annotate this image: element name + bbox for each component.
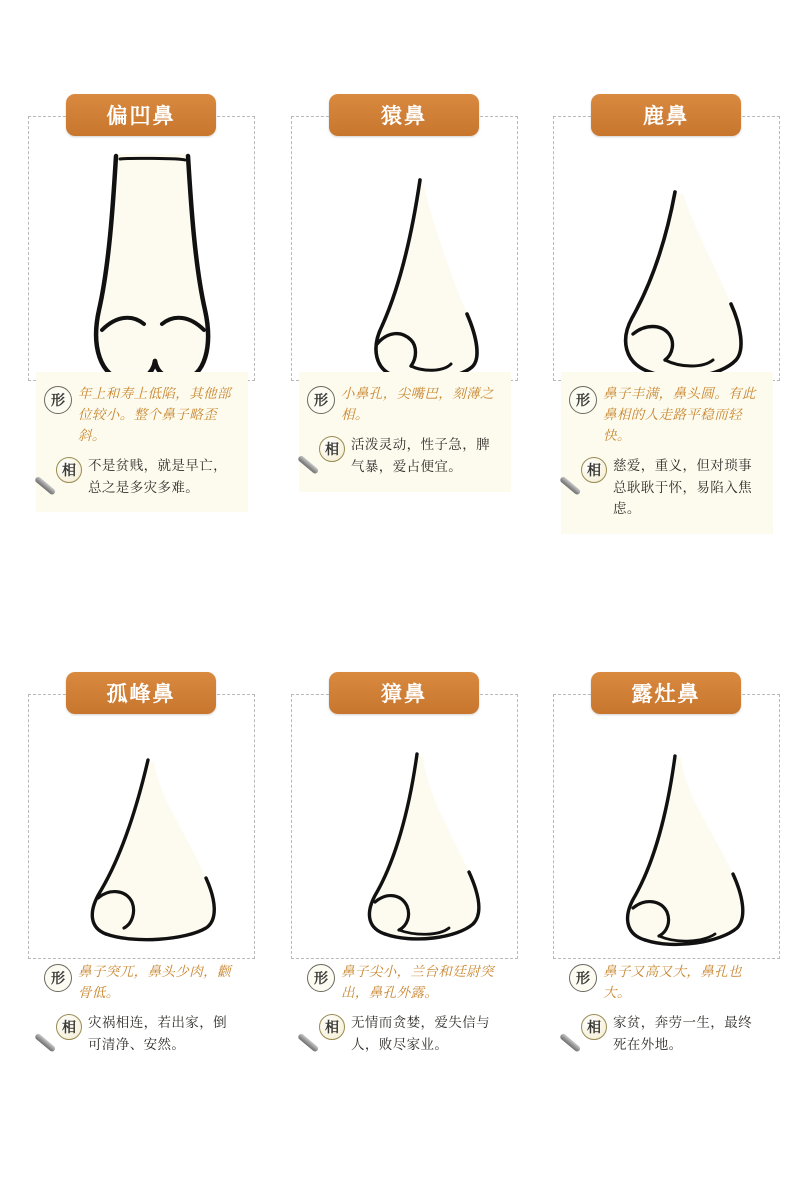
card-info-panel [561, 950, 773, 1070]
xiang-row [307, 1012, 501, 1056]
xiang-badge: 相 [319, 436, 345, 462]
xiang-badge: 相 [581, 1014, 607, 1040]
xiang-badge: 相 [56, 457, 82, 483]
xing-row [44, 384, 238, 447]
magnifier-handle-icon [297, 455, 319, 475]
nose-illustration-luzao [553, 712, 780, 962]
card-info-panel [36, 950, 248, 1070]
card-info-panel [299, 372, 511, 492]
card-title-badge: 偏凹鼻 [66, 94, 216, 136]
nose-illustration-lu [553, 134, 780, 384]
xing-text: 小鼻孔，尖嘴巴，刻薄之相。 [341, 386, 494, 422]
card-info-panel [299, 950, 511, 1070]
magnifier-icon [307, 1014, 347, 1044]
nose-illustration-zhang [291, 712, 518, 962]
card-title-badge: 露灶鼻 [591, 672, 741, 714]
magnifier-icon [569, 457, 609, 487]
card-title-badge: 鹿鼻 [591, 94, 741, 136]
xiang-text: 灾祸相连，若出家，倒可清净、安然。 [88, 1014, 227, 1052]
nose-illustration-gufeng [28, 712, 255, 962]
xiang-text: 慈爱，重义，但对琐事总耿耿于怀，易陷入焦虑。 [613, 457, 752, 517]
xing-text: 鼻子丰满，鼻头圆。有此鼻相的人走路平稳而轻快。 [603, 386, 756, 443]
xiang-row [569, 1012, 763, 1056]
xing-badge: 形 [44, 964, 72, 992]
magnifier-handle-icon [559, 1033, 581, 1053]
xiang-text: 不是贫贱，就是早亡，总之是多灾多难。 [88, 457, 227, 495]
magnifier-icon [307, 436, 347, 466]
xing-row [307, 384, 501, 426]
xiang-text: 活泼灵动，性子急，脾气暴，爱占便宜。 [351, 436, 490, 474]
xing-row [569, 962, 763, 1004]
xing-badge: 形 [307, 386, 335, 414]
xing-badge: 形 [569, 386, 597, 414]
xiang-row [569, 455, 763, 521]
xiang-text: 家贫，奔劳一生，最终死在外地。 [613, 1014, 752, 1052]
xing-badge: 形 [569, 964, 597, 992]
xing-badge: 形 [44, 386, 72, 414]
xiang-badge: 相 [581, 457, 607, 483]
xiang-text: 无情而贪婪，爱失信与人，败尽家业。 [351, 1014, 490, 1052]
xing-text: 年上和寿上低陷，其他部位较小。整个鼻子略歪斜。 [78, 386, 231, 443]
card-info-panel [36, 372, 248, 512]
xiang-row [44, 455, 238, 499]
xiang-row [307, 434, 501, 478]
card-title-badge: 孤峰鼻 [66, 672, 216, 714]
xing-text: 鼻子又高又大，鼻孔也大。 [603, 964, 742, 1000]
nose-illustration-pian-ao [28, 134, 255, 384]
magnifier-icon [44, 1014, 84, 1044]
xing-text: 鼻子尖小，兰台和廷尉突出，鼻孔外露。 [341, 964, 494, 1000]
magnifier-handle-icon [34, 1033, 56, 1053]
card-info-panel [561, 372, 773, 534]
xing-badge: 形 [307, 964, 335, 992]
xing-row [44, 962, 238, 1004]
magnifier-icon [569, 1014, 609, 1044]
card-title-badge: 猿鼻 [329, 94, 479, 136]
xing-row [307, 962, 501, 1004]
nose-illustration-yuan [291, 134, 518, 384]
xiang-badge: 相 [319, 1014, 345, 1040]
xiang-row [44, 1012, 238, 1056]
magnifier-handle-icon [559, 475, 581, 495]
magnifier-handle-icon [297, 1033, 319, 1053]
xing-text: 鼻子突兀，鼻头少肉，颧骨低。 [78, 964, 231, 1000]
xing-row [569, 384, 763, 447]
xiang-badge: 相 [56, 1014, 82, 1040]
magnifier-icon [44, 457, 84, 487]
card-title-badge: 獐鼻 [329, 672, 479, 714]
magnifier-handle-icon [34, 475, 56, 495]
